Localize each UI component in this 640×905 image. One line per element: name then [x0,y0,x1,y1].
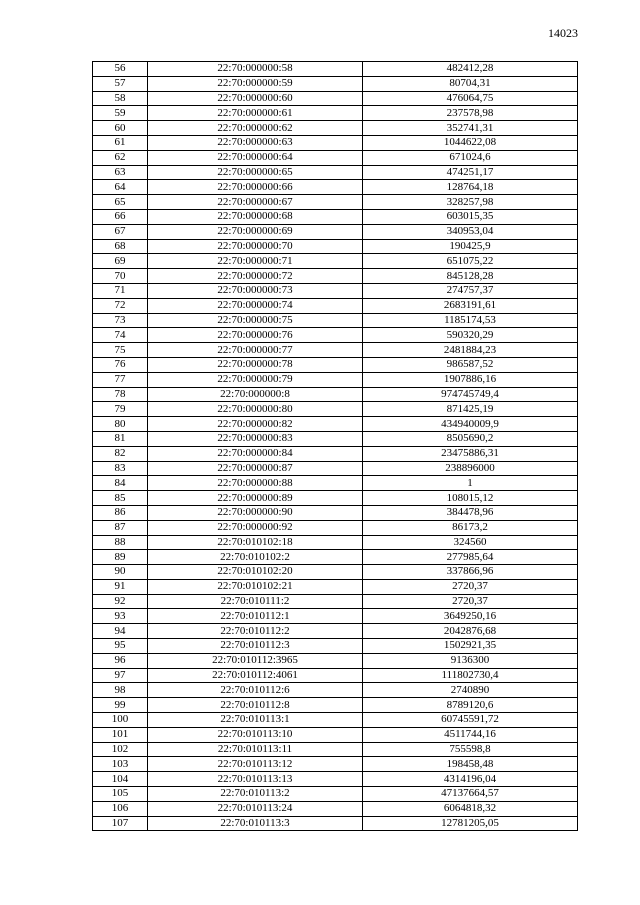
table-row [93,269,578,284]
row-number-cell: 84 [93,476,148,491]
row-number-cell: 63 [93,165,148,180]
row-number-cell: 87 [93,520,148,535]
row-number-cell: 80 [93,417,148,432]
value-cell: 434940009,9 [363,417,578,432]
table-row [93,727,578,742]
table-row [93,254,578,269]
row-number-cell: 106 [93,801,148,816]
table-row [93,62,578,77]
row-number-cell: 59 [93,106,148,121]
row-number-cell: 99 [93,698,148,713]
cadastral-number-cell: 22:70:010112:1 [148,609,363,624]
table-row [93,491,578,506]
value-cell: 274757,37 [363,283,578,298]
table-row [93,165,578,180]
table-row [93,387,578,402]
cadastral-number-cell: 22:70:000000:75 [148,313,363,328]
cadastral-number-cell: 22:70:010112:6 [148,683,363,698]
row-number-cell: 62 [93,150,148,165]
value-cell: 590320,29 [363,328,578,343]
value-cell: 328257,98 [363,195,578,210]
table-row [93,357,578,372]
value-cell: 2683191,61 [363,298,578,313]
cadastral-number-cell: 22:70:010113:13 [148,772,363,787]
table-row [93,209,578,224]
table-row [93,520,578,535]
value-cell: 9136300 [363,653,578,668]
row-number-cell: 92 [93,594,148,609]
table-row [93,713,578,728]
value-cell: 482412,28 [363,62,578,77]
value-cell: 238896000 [363,461,578,476]
table-row [93,224,578,239]
cadastral-number-cell: 22:70:000000:58 [148,62,363,77]
cadastral-number-cell: 22:70:010113:3 [148,816,363,831]
value-cell: 340953,04 [363,224,578,239]
value-cell: 974745749,4 [363,387,578,402]
row-number-cell: 70 [93,269,148,284]
row-number-cell: 83 [93,461,148,476]
table-row [93,505,578,520]
table-row [93,106,578,121]
cadastral-number-cell: 22:70:000000:88 [148,476,363,491]
cadastral-number-cell: 22:70:010112:3965 [148,653,363,668]
table-row [93,402,578,417]
cadastral-number-cell: 22:70:000000:70 [148,239,363,254]
cadastral-number-cell: 22:70:000000:79 [148,372,363,387]
row-number-cell: 107 [93,816,148,831]
cadastral-number-cell: 22:70:010113:11 [148,742,363,757]
row-number-cell: 64 [93,180,148,195]
value-cell: 60745591,72 [363,713,578,728]
row-number-cell: 57 [93,76,148,91]
cadastral-number-cell: 22:70:000000:60 [148,91,363,106]
row-number-cell: 102 [93,742,148,757]
value-cell: 23475886,31 [363,446,578,461]
table-row [93,195,578,210]
table-row [93,150,578,165]
table-row [93,328,578,343]
cadastral-number-cell: 22:70:010112:4061 [148,668,363,683]
value-cell: 755598,8 [363,742,578,757]
value-cell: 237578,98 [363,106,578,121]
table-body [93,62,578,831]
cadastral-number-cell: 22:70:000000:69 [148,224,363,239]
row-number-cell: 98 [93,683,148,698]
value-cell: 1185174,53 [363,313,578,328]
row-number-cell: 72 [93,298,148,313]
table-row [93,594,578,609]
cadastral-number-cell: 22:70:000000:65 [148,165,363,180]
table-row [93,787,578,802]
table-row [93,76,578,91]
table-row [93,535,578,550]
value-cell: 6064818,32 [363,801,578,816]
table-row [93,772,578,787]
row-number-cell: 56 [93,62,148,77]
value-cell: 12781205,05 [363,816,578,831]
table-row [93,609,578,624]
row-number-cell: 76 [93,357,148,372]
value-cell: 845128,28 [363,269,578,284]
row-number-cell: 69 [93,254,148,269]
cadastral-number-cell: 22:70:010111:2 [148,594,363,609]
table-row [93,683,578,698]
value-cell: 108015,12 [363,491,578,506]
table-row [93,239,578,254]
row-number-cell: 68 [93,239,148,254]
table-row [93,298,578,313]
cadastral-number-cell: 22:70:010102:18 [148,535,363,550]
table-row [93,446,578,461]
table-row [93,343,578,358]
row-number-cell: 82 [93,446,148,461]
cadastral-value-table [92,61,578,831]
table-row [93,579,578,594]
value-cell: 2481884,23 [363,343,578,358]
value-cell: 80704,31 [363,76,578,91]
row-number-cell: 101 [93,727,148,742]
row-number-cell: 67 [93,224,148,239]
value-cell: 1502921,35 [363,639,578,654]
value-cell: 128764,18 [363,180,578,195]
row-number-cell: 105 [93,787,148,802]
cadastral-number-cell: 22:70:000000:71 [148,254,363,269]
table-row [93,461,578,476]
cadastral-number-cell: 22:70:000000:82 [148,417,363,432]
row-number-cell: 88 [93,535,148,550]
table-row [93,431,578,446]
cadastral-number-cell: 22:70:000000:87 [148,461,363,476]
value-cell: 8789120,6 [363,698,578,713]
cadastral-number-cell: 22:70:000000:77 [148,343,363,358]
row-number-cell: 58 [93,91,148,106]
value-cell: 4511744,16 [363,727,578,742]
value-cell: 47137664,57 [363,787,578,802]
table-row [93,742,578,757]
cadastral-number-cell: 22:70:010102:2 [148,550,363,565]
value-cell: 324560 [363,535,578,550]
cadastral-number-cell: 22:70:010113:1 [148,713,363,728]
table-row [93,757,578,772]
cadastral-number-cell: 22:70:000000:61 [148,106,363,121]
value-cell: 603015,35 [363,209,578,224]
row-number-cell: 97 [93,668,148,683]
value-cell: 277985,64 [363,550,578,565]
cadastral-number-cell: 22:70:010102:21 [148,579,363,594]
row-number-cell: 91 [93,579,148,594]
row-number-cell: 104 [93,772,148,787]
cadastral-number-cell: 22:70:000000:90 [148,505,363,520]
row-number-cell: 74 [93,328,148,343]
row-number-cell: 73 [93,313,148,328]
cadastral-number-cell: 22:70:010102:20 [148,565,363,580]
value-cell: 4314196,04 [363,772,578,787]
table-row [93,372,578,387]
cadastral-number-cell: 22:70:010113:2 [148,787,363,802]
row-number-cell: 75 [93,343,148,358]
value-cell: 671024,6 [363,150,578,165]
table-row [93,624,578,639]
row-number-cell: 60 [93,121,148,136]
value-cell: 86173,2 [363,520,578,535]
table-row [93,91,578,106]
row-number-cell: 85 [93,491,148,506]
table-row [93,283,578,298]
row-number-cell: 100 [93,713,148,728]
cadastral-number-cell: 22:70:000000:8 [148,387,363,402]
value-cell: 2720,37 [363,579,578,594]
table-row [93,180,578,195]
value-cell: 1907886,16 [363,372,578,387]
table-row [93,653,578,668]
row-number-cell: 81 [93,431,148,446]
table-row [93,550,578,565]
cadastral-number-cell: 22:70:000000:76 [148,328,363,343]
cadastral-number-cell: 22:70:000000:72 [148,269,363,284]
cadastral-number-cell: 22:70:010113:10 [148,727,363,742]
value-cell: 198458,48 [363,757,578,772]
cadastral-number-cell: 22:70:000000:80 [148,402,363,417]
table-row [93,476,578,491]
row-number-cell: 79 [93,402,148,417]
cadastral-number-cell: 22:70:010112:3 [148,639,363,654]
table-row [93,816,578,831]
row-number-cell: 78 [93,387,148,402]
row-number-cell: 61 [93,135,148,150]
cadastral-number-cell: 22:70:000000:84 [148,446,363,461]
cadastral-number-cell: 22:70:010112:2 [148,624,363,639]
cadastral-number-cell: 22:70:000000:83 [148,431,363,446]
table-row [93,668,578,683]
cadastral-number-cell: 22:70:010113:12 [148,757,363,772]
row-number-cell: 86 [93,505,148,520]
value-cell: 2740890 [363,683,578,698]
cadastral-number-cell: 22:70:010113:24 [148,801,363,816]
table-row [93,417,578,432]
row-number-cell: 66 [93,209,148,224]
cadastral-number-cell: 22:70:010112:8 [148,698,363,713]
cadastral-number-cell: 22:70:000000:89 [148,491,363,506]
table-row [93,698,578,713]
row-number-cell: 93 [93,609,148,624]
row-number-cell: 96 [93,653,148,668]
cadastral-number-cell: 22:70:000000:66 [148,180,363,195]
row-number-cell: 103 [93,757,148,772]
value-cell: 1044622,08 [363,135,578,150]
page-number: 14023 [548,26,578,40]
value-cell: 986587,52 [363,357,578,372]
cadastral-number-cell: 22:70:000000:73 [148,283,363,298]
value-cell: 651075,22 [363,254,578,269]
table-row [93,801,578,816]
cadastral-number-cell: 22:70:000000:68 [148,209,363,224]
cadastral-number-cell: 22:70:000000:62 [148,121,363,136]
cadastral-number-cell: 22:70:000000:63 [148,135,363,150]
cadastral-number-cell: 22:70:000000:78 [148,357,363,372]
value-cell: 337866,96 [363,565,578,580]
value-cell: 871425,19 [363,402,578,417]
value-cell: 111802730,4 [363,668,578,683]
row-number-cell: 95 [93,639,148,654]
value-cell: 352741,31 [363,121,578,136]
table-row [93,135,578,150]
value-cell: 1 [363,476,578,491]
table-row [93,121,578,136]
row-number-cell: 65 [93,195,148,210]
table-row [93,639,578,654]
cadastral-number-cell: 22:70:000000:67 [148,195,363,210]
row-number-cell: 89 [93,550,148,565]
cadastral-number-cell: 22:70:000000:59 [148,76,363,91]
row-number-cell: 77 [93,372,148,387]
row-number-cell: 90 [93,565,148,580]
row-number-cell: 94 [93,624,148,639]
value-cell: 476064,75 [363,91,578,106]
row-number-cell: 71 [93,283,148,298]
cadastral-number-cell: 22:70:000000:74 [148,298,363,313]
value-cell: 190425,9 [363,239,578,254]
table-row [93,313,578,328]
value-cell: 2720,37 [363,594,578,609]
value-cell: 384478,96 [363,505,578,520]
value-cell: 474251,17 [363,165,578,180]
value-cell: 3649250,16 [363,609,578,624]
value-cell: 2042876,68 [363,624,578,639]
cadastral-number-cell: 22:70:000000:64 [148,150,363,165]
value-cell: 8505690,2 [363,431,578,446]
table-row [93,565,578,580]
cadastral-number-cell: 22:70:000000:92 [148,520,363,535]
